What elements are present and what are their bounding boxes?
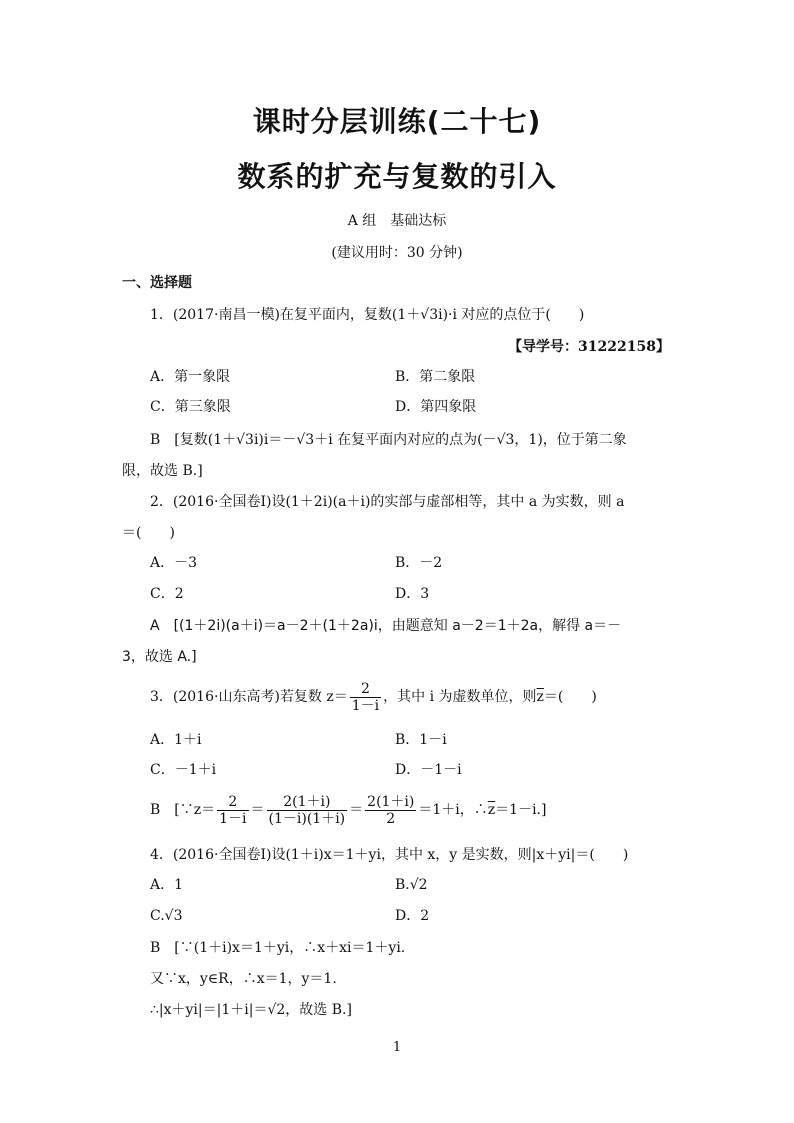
answer-fraction-2: [267, 794, 348, 827]
equals-sign: ＝: [250, 802, 265, 818]
answer-middle: ＝1＋i，∴: [418, 802, 488, 818]
question-3-option-d: D．－1－i: [395, 762, 462, 778]
page-number: 1: [392, 1040, 402, 1055]
answer-end: ＝1－i.]: [495, 802, 547, 818]
question-1-tag: 【导学号：31222158】: [508, 339, 670, 355]
equals-sign: ＝: [349, 802, 364, 818]
answer-zbar: $\overline{z}$: [487, 802, 496, 818]
question-1-answer-line-1: B [复数(1＋√3i)i＝－√3＋i 在复平面内对应的点为(－√3，1)，位于第二象: [150, 432, 627, 448]
answer-prefix: B [∵z＝: [150, 802, 216, 818]
fraction-numerator: 2(1＋i): [367, 793, 415, 810]
question-1-answer-line-2: 限，故选 B.]: [122, 463, 203, 479]
answer-fraction-3: [365, 794, 416, 827]
fraction-denominator: (1－i)(1＋i): [268, 810, 346, 827]
question-4-answer-line-1: B [∵(1＋i)x＝1＋yi，∴x＋xi＝1＋yi.: [150, 940, 406, 956]
question-2-stem-line-2: ＝( ): [122, 525, 175, 541]
question-2-option-c: C．2: [150, 586, 184, 602]
question-3-stem-middle: ，其中 i 为虚数单位，则: [383, 689, 537, 705]
question-1-option-c: C．第三象限: [150, 399, 231, 415]
document-subtitle: 数系的扩充与复数的引入: [237, 160, 557, 193]
time-note: (建议用时：30 分钟): [331, 245, 463, 261]
document-title: 课时分层训练(二十七): [252, 105, 542, 138]
question-3-zbar: $\overline{z}$: [536, 689, 544, 705]
question-3-stem: [150, 680, 597, 714]
group-heading: A 组 基础达标: [347, 213, 447, 229]
section-heading: 一、选择题: [122, 275, 192, 291]
question-3-stem-prefix: 3．(2016·山东高考)若复数 z＝: [150, 689, 348, 705]
question-2-option-b: B．－2: [395, 555, 443, 571]
fraction-denominator: 2: [386, 810, 396, 827]
question-4-option-c: C.√3: [150, 908, 183, 924]
question-3-fraction: [350, 681, 381, 714]
question-4-option-b: B.√2: [395, 877, 428, 893]
fraction-numerator: 2: [350, 681, 381, 698]
question-3-option-b: B．1－i: [395, 732, 447, 748]
question-3-option-c: C．－1＋i: [150, 762, 217, 778]
question-3-answer: [150, 792, 546, 828]
fraction-numerator: 2(1＋i): [267, 794, 348, 811]
question-4-stem: 4．(2016·全国卷Ⅰ)设(1＋i)x＝1＋yi，其中 x，y 是实数，则|x＋yi|＝( ): [150, 847, 629, 863]
question-3-option-a: A．1＋i: [150, 732, 202, 748]
question-2-answer-line-1: A [(1＋2i)(a＋i)＝a－2＋(1＋2a)i，由题意知 a－2＝1＋2a，解得 a＝－: [150, 618, 622, 634]
question-4-answer-line-2: 又∵x，y∈R，∴x＝1，y＝1.: [150, 971, 337, 987]
question-2-option-d: D．3: [395, 586, 430, 602]
question-2-stem-line-1: 2．(2016·全国卷Ⅰ)设(1＋2i)(a＋i)的实部与虚部相等，其中 a 为实数，则 a: [150, 494, 625, 510]
answer-fraction-1: [217, 794, 248, 827]
fraction-denominator: 1－i: [351, 697, 380, 714]
question-1-stem: 1．(2017·南昌一模)在复平面内，复数(1＋√3i)·i 对应的点位于( ): [150, 307, 585, 323]
question-1-option-d: D．第四象限: [395, 399, 477, 415]
question-4-option-a: A．1: [150, 877, 184, 893]
question-2-option-a: A．－3: [150, 555, 198, 571]
question-1-option-a: A．第一象限: [150, 369, 231, 385]
question-3-stem-end: ＝( ): [543, 689, 597, 705]
fraction-numerator: 2: [217, 794, 248, 811]
question-1-option-b: B．第二象限: [395, 369, 476, 385]
question-4-answer-line-3: ∴|x＋yi|＝|1＋i|＝√2，故选 B.]: [150, 1002, 352, 1018]
question-4-option-d: D．2: [395, 908, 430, 924]
fraction-denominator: 1－i: [219, 810, 247, 827]
question-2-answer-line-2: 3，故选 A.]: [122, 649, 197, 665]
